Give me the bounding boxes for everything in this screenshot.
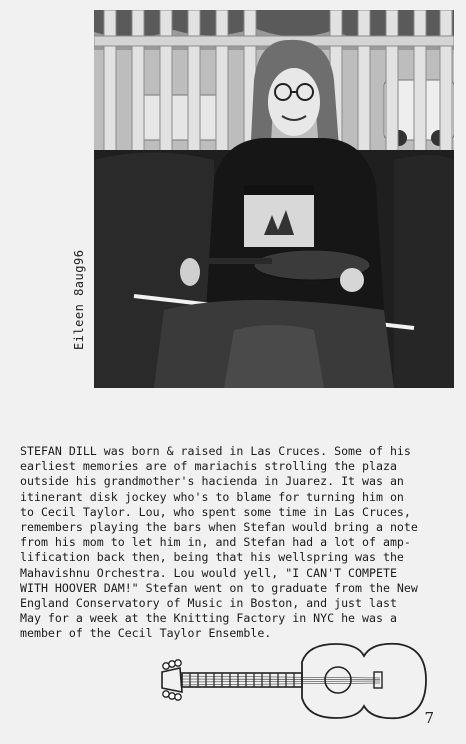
article-line: Mahavishnu Orchestra. Lou would yell, "I CAN'T COMPETE: [20, 565, 397, 580]
article-body: [20, 444, 455, 642]
guitar-icon: [158, 640, 428, 722]
article-line: WITH HOOVER DAM!" Stefan went on to graduate from the New: [20, 580, 418, 595]
article-line: England Conservatory of Music in Boston, and just last: [20, 596, 397, 611]
article-line: lification back then, being that his wellspring was the: [20, 550, 404, 565]
page-number: 7: [424, 709, 434, 727]
article-line: to Cecil Taylor. Lou, who spent some time in Las Cruces,: [20, 504, 411, 519]
article-line: member of the Cecil Taylor Ensemble.: [20, 626, 272, 641]
photo-credit-caption: Eileen 8aug96: [72, 249, 86, 350]
article-line: remembers playing the bars when Stefan would bring a note: [20, 520, 418, 535]
article-line: itinerant disk jockey who's to blame for turning him on: [20, 489, 404, 504]
article-line: outside his grandmother's hacienda in Juarez. It was an: [20, 474, 404, 489]
article-line: earliest memories are of mariachis strolling the plaza: [20, 459, 397, 474]
photo-illustration: [94, 10, 454, 388]
article-line: STEFAN DILL was born & raised in Las Cruces. Some of his: [20, 444, 411, 458]
portrait-photo: [94, 10, 454, 388]
article-line: from his mom to let him in, and Stefan had a lot of amp-: [20, 535, 411, 550]
article-line: May for a week at the Knitting Factory in NYC he was a: [20, 611, 397, 626]
